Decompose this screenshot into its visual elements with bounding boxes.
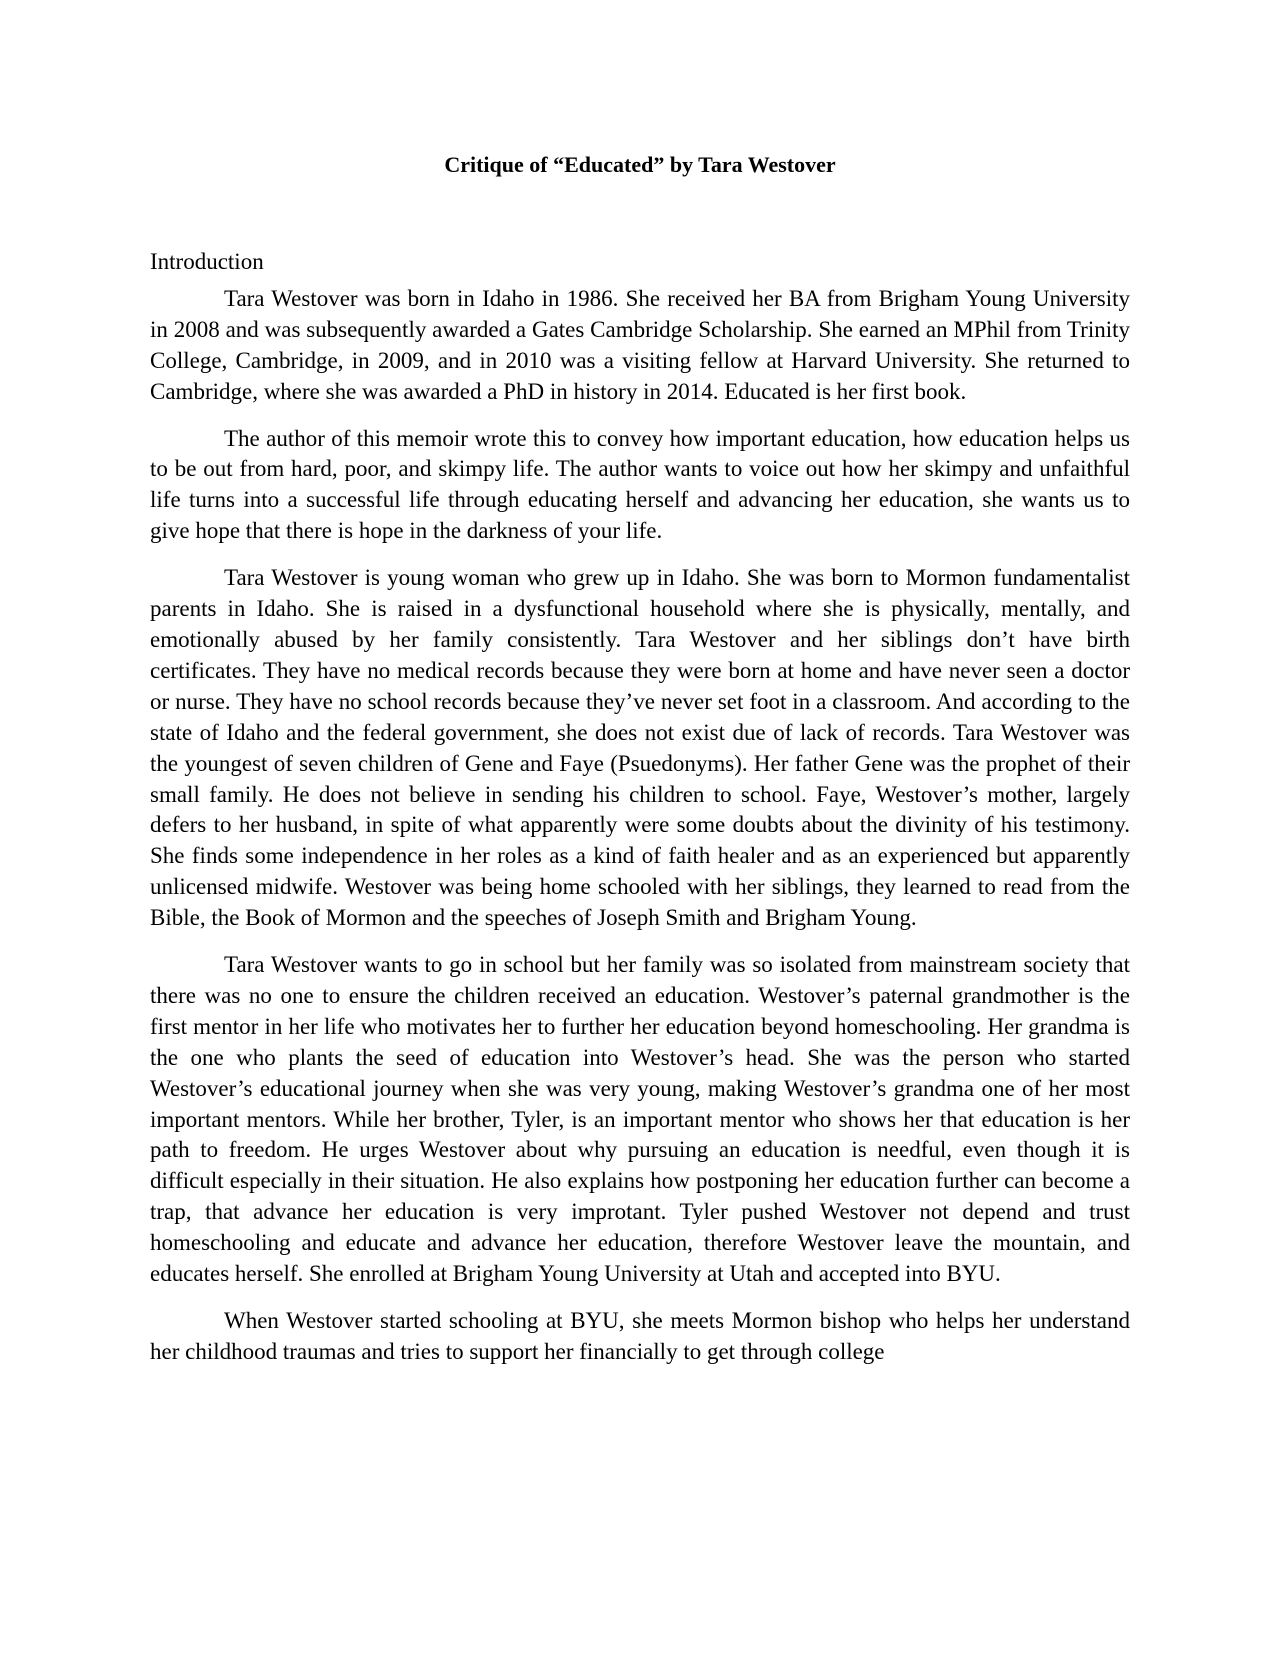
paragraph-author-bio: Tara Westover was born in Idaho in 1986. She received her BA from Brigham Young University in 2008 and was subsequently awarded a Gates Cambridge Scholarship. She earned an MPhil from Trinity College, Cambridge, in 2009, and in 2010 was a visiting fellow at Harvard University. She returned to Cambridge, where she was awarded a PhD in history in 2014. Educated is her first book. bbox=[150, 285, 1130, 404]
document-title: Critique of “Educated” by Tara Westover bbox=[444, 152, 836, 177]
paragraph-mentors: Tara Westover wants to go in school but her family was so isolated from mainstream society that there was no one to ensure the children received an education. Westover’s paternal grandmother is the first mentor in her life who motivates her to further her education beyond homeschooling. Her grandma is the one who plants the seed of education into Westover’s head. She was the person who started Westover’s educational journey when she was very young, making Westover’s grandma one of her most important mentors. While her brother, Tyler, is an important mentor who shows her that education is her path to freedom. He urges Westover about why pursuing an education is needful, even though it is difficult especially in their situation. He also explains how postponing her education further can become a trap, that advance her education is very improtant. Tyler pushed Westover not depend and trust homeschooling and educate and advance her education, therefore Westover leave the mountain, and educates herself. She enrolled at Brigham Young University at Utah and accepted into BYU. bbox=[150, 952, 1130, 1287]
paragraph-byu: When Westover started schooling at BYU, she meets Mormon bishop who helps her understand her childhood traumas and tries to support her financially to get through college bbox=[150, 1308, 1130, 1364]
paragraph-childhood: Tara Westover is young woman who grew up in Idaho. She was born to Mormon fundamentalist parents in Idaho. She is raised in a dysfunctional household where she is physically, mentally, and emotionally abused by her family consistently. Tara Westover and her siblings don’t have birth certificates. They have no medical records because they were born at home and have never seen a doctor or nurse. They have no school records because they’ve never set foot in a classroom. And according to the state of Idaho and the federal government, she does not exist due of lack of records. Tara Westover was the youngest of seven children of Gene and Faye (Psuedonyms). Her father Gene was the prophet of their small family. He does not believe in sending his children to school. Faye, Westover’s mother, largely defers to her husband, in spite of what apparently were some doubts about the divinity of his testimony. She finds some independence in her roles as a kind of faith healer and as an experienced but apparently unlicensed midwife. Westover was being home schooled with her siblings, they learned to read from the Bible, the Book of Mormon and the speeches of Joseph Smith and Brigham Young. bbox=[150, 565, 1130, 931]
paragraph-author-purpose: The author of this memoir wrote this to convey how important education, how education helps us to be out from hard, poor, and skimpy life. The author wants to voice out how her skimpy and unfaithful life turns into a successful life through educating herself and advancing her education, she wants us to give hope that there is hope in the darkness of your life. bbox=[150, 425, 1130, 544]
section-heading-introduction: Introduction bbox=[150, 249, 264, 274]
document-body bbox=[150, 247, 1130, 1384]
